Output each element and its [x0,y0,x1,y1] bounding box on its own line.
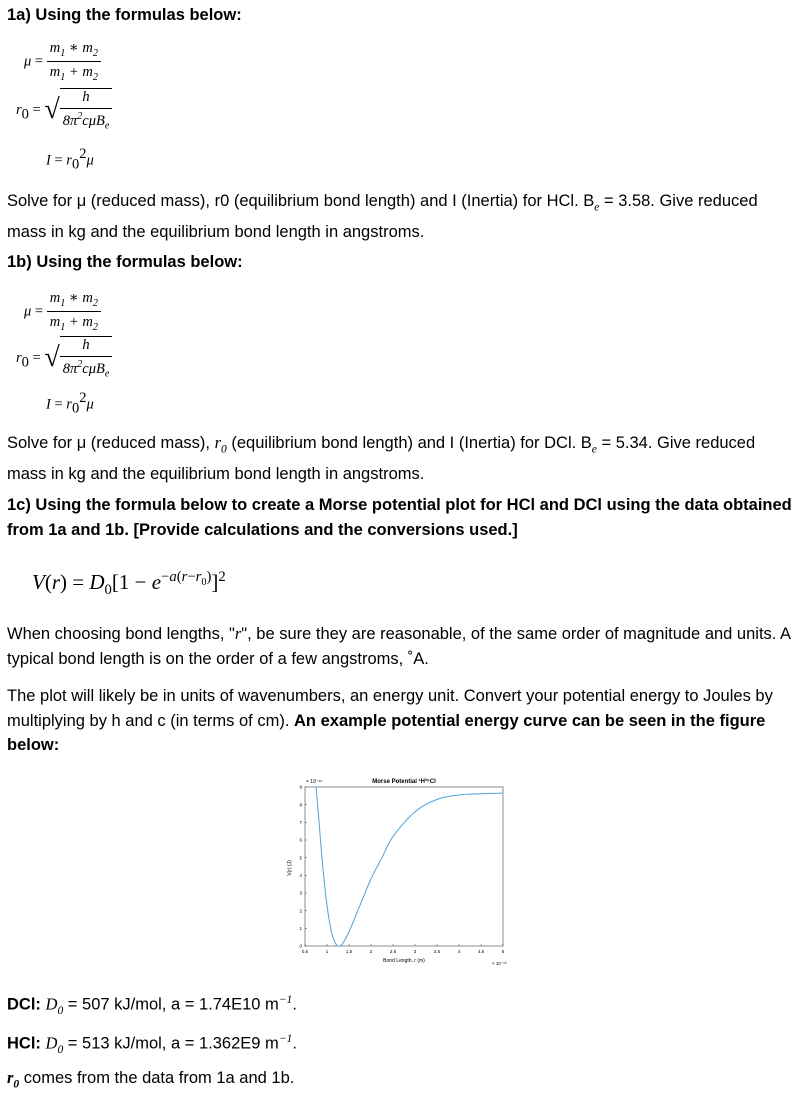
formula-bond-length-1b: $r_0$ = √ $\frac{h}{8\pi^2c\mu B_e}$ [16,336,112,380]
y-tick-label: 4 [299,872,302,878]
y-axis-exponent: × 10⁻¹⁹ [306,779,323,785]
dcl-constants: DCl: $D_0 = 507$ kJ/mol, a = 1.74E10 $m^{-1}$. [7,994,297,1017]
y-tick-label: 6 [299,837,302,843]
r0-note: $r_0$ comes from the data from 1a and 1b. [7,1068,295,1091]
question-1b-text: Solve for μ (reduced mass), $r_0$ (equilibrium bond length) and I (Inertia) for DCl. $B_e = 5.34$. Give reduced mass in kg and the equilibrium bond length in angstroms. [7,433,756,483]
morse-potential-chart [276,772,516,968]
y-tick-label: 1 [299,925,302,931]
y-tick-label: 3 [299,890,302,896]
x-tick-label: 4 [457,949,461,954]
y-tick-label: 7 [299,819,302,825]
y-tick-label: 2 [299,908,302,914]
plot-area [305,787,503,946]
x-tick-label: 5 [501,949,505,954]
morse-formula: $V(r) = D_0[1 - e^{-a(r-r_0)}]^2$ [32,569,226,599]
y-tick-label: 8 [299,802,302,808]
formula-reduced-mass-1b: μ = $\frac{m_1 ∗ m_2}{m_1 + m_2}$ [24,290,101,333]
x-axis-exponent: × 10⁻¹⁰ [492,961,507,966]
x-tick-label: 0.5 [301,949,309,954]
chart-title: Morse Potential ¹H³⁵Cl [372,779,436,785]
heading-1a: 1a) Using the formulas below: [7,6,242,24]
heading-1c: 1c) Using the formula below to create a Morse potential plot for HCl and DCl using the data obtained from 1a and 1b. [Provide calculations and the conversions used.] [7,496,792,539]
y-tick-label: 0 [299,943,302,949]
bond-length-text: When choosing bond lengths, "r", be sure they are reasonable, of the same order of magnitude and units. A typical bond length is on the order of a few angstroms, ˚A. [7,624,791,668]
x-axis-label: Bond Length, r (m) [383,958,425,964]
y-tick-label: 5 [299,855,302,861]
x-tick-label: 3 [413,949,417,954]
x-tick-label: 1.5 [345,949,353,954]
y-tick-label: 9 [299,784,302,790]
heading-1b: 1b) Using the formulas below: [7,253,243,271]
x-tick-label: 2 [369,949,373,954]
formula-inertia-1b: $I = r_0^2\mu$ [46,390,94,417]
x-tick-label: 1 [325,949,329,954]
x-tick-label: 4.5 [477,949,485,954]
x-tick-label: 2.5 [389,949,397,954]
x-tick-label: 3.5 [433,949,441,954]
formula-reduced-mass-1a: μ = $\frac{m_1 ∗ m_2}{m_1 + m_2}$ [24,40,101,83]
plot-instruction-text: The plot will likely be in units of wavenumbers, an energy unit. Convert your potential energy to Joules by multiplying by h and c (in terms of cm). An example potential energy curve can be seen in the figure below: [7,687,773,754]
formula-inertia-1a: $I = r_0^2\mu$ [46,146,94,173]
formula-bond-length-1a: $r_0$ = √ $\frac{h}{8\pi^2c\mu B_e}$ [16,88,112,132]
question-1a-text: Solve for μ (reduced mass), r0 (equilibrium bond length) and I (Inertia) for HCl. $B_e = 3.58$. Give reduced mass in kg and the equilibrium bond length in angstroms. [7,192,758,241]
hcl-constants: HCl: $D_0 = 513$ kJ/mol, a = 1.362E9 $m^{-1}$. [7,1033,297,1056]
y-axis-label: V(r) (J) [287,860,293,876]
